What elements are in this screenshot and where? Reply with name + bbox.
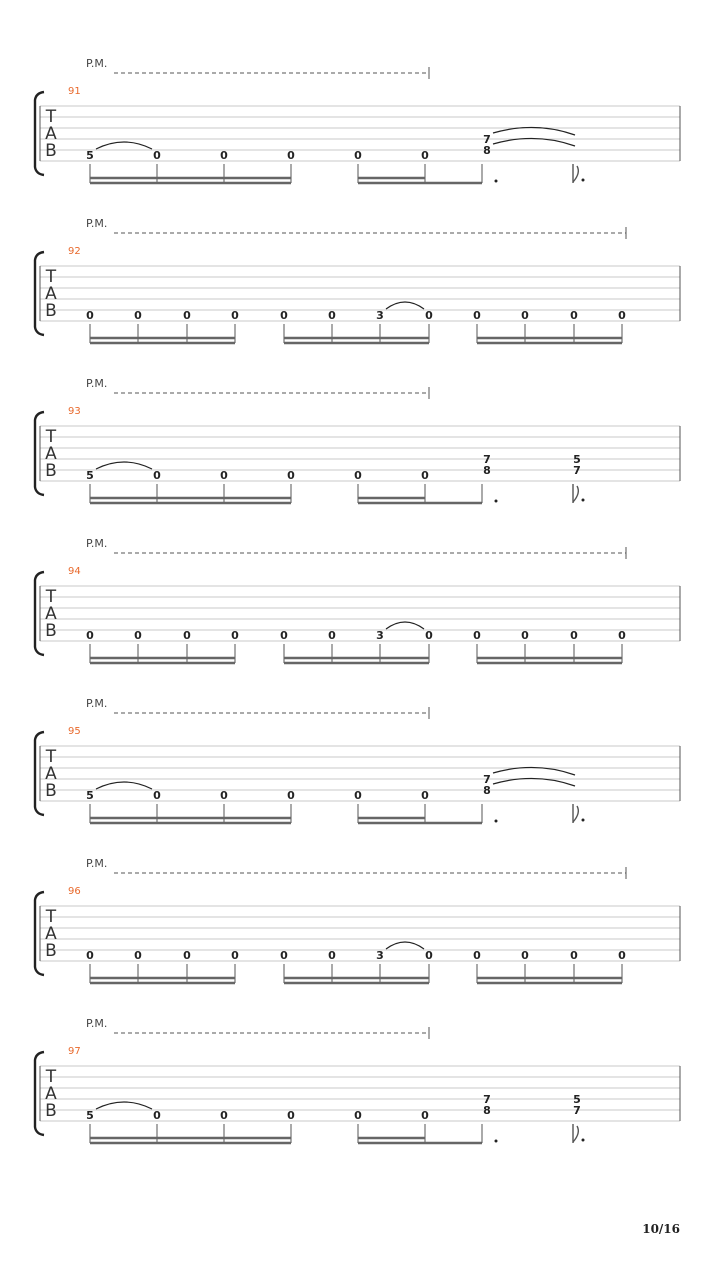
note-flag [573,1126,578,1142]
tab-clef-letter: T [45,747,57,767]
fret-number: 0 [421,789,429,802]
tab-clef-letter: A [45,604,57,624]
fret-number: 0 [153,1109,161,1122]
fret-number: 0 [86,949,94,962]
palm-mute-label: P.M. [86,217,108,230]
tie-arc [96,462,152,469]
fret-number: 3 [376,949,384,962]
fret-number: 0 [231,309,239,322]
fret-number: 5 [86,1109,94,1122]
fret-number: 0 [618,949,626,962]
tab-clef-letter: A [45,764,57,784]
tab-system [35,537,680,663]
chord-fret-bottom: 7 [573,1104,581,1117]
fret-number: 0 [521,309,529,322]
fret-number: 0 [354,789,362,802]
fret-number: 0 [153,789,161,802]
fret-number: 0 [473,949,481,962]
fret-number: 0 [220,149,228,162]
dotted-note-dot [495,820,498,823]
chord-fret-top: 7 [483,453,491,466]
palm-mute-label: P.M. [86,57,108,70]
measure-number: 92 [68,246,81,257]
tie-arc [96,782,152,789]
fret-number: 0 [425,629,433,642]
fret-number: 0 [425,309,433,322]
measure-number: 93 [68,406,81,417]
tab-clef-letter: B [45,781,57,801]
chord-fret-top: 7 [483,1093,491,1106]
fret-number: 0 [153,469,161,482]
fret-number: 0 [354,469,362,482]
fret-number: 5 [86,789,94,802]
fret-number: 0 [570,949,578,962]
palm-mute-label: P.M. [86,857,108,870]
palm-mute-label: P.M. [86,1017,108,1030]
fret-number: 0 [220,789,228,802]
tab-clef-letter: B [45,461,57,481]
tab-system [35,697,680,823]
tab-clef-letter: A [45,284,57,304]
measure-number: 95 [68,726,81,737]
dotted-note-dot [582,1139,585,1142]
tab-clef-letter: T [45,907,57,927]
tab-clef-letter: A [45,1084,57,1104]
dotted-note-dot [582,179,585,182]
fret-number: 0 [280,629,288,642]
tab-clef-letter: T [45,267,57,287]
fret-number: 0 [421,469,429,482]
fret-number: 0 [473,309,481,322]
measure-number: 97 [68,1046,81,1057]
fret-number: 0 [328,949,336,962]
fret-number: 0 [134,309,142,322]
chord-tie-arc [493,767,575,775]
tab-clef-letter: T [45,427,57,447]
fret-number: 0 [86,629,94,642]
chord-fret-bottom: 8 [483,464,491,477]
measure-number: 91 [68,86,81,97]
fret-number: 0 [86,309,94,322]
tie-arc [96,1102,152,1109]
tie-arc [386,942,424,949]
fret-number: 0 [618,629,626,642]
tab-clef-letter: B [45,941,57,961]
tab-clef-letter: B [45,1101,57,1121]
tie-arc [386,622,424,629]
fret-number: 0 [287,789,295,802]
fret-number: 0 [425,949,433,962]
tab-clef-letter: T [45,107,57,127]
fret-number: 0 [183,949,191,962]
note-flag [573,486,578,502]
chord-fret-bottom: 8 [483,784,491,797]
dotted-note-dot [582,499,585,502]
measure-number: 96 [68,886,81,897]
fret-number: 0 [521,629,529,642]
fret-number: 3 [376,629,384,642]
palm-mute-label: P.M. [86,537,108,550]
fret-number: 0 [328,309,336,322]
fret-number: 0 [231,629,239,642]
fret-number: 0 [473,629,481,642]
tab-system [35,377,680,503]
chord-fret-top: 5 [573,1093,581,1106]
measure-number: 94 [68,566,81,577]
fret-number: 0 [287,469,295,482]
fret-number: 0 [287,149,295,162]
palm-mute-label: P.M. [86,377,108,390]
fret-number: 0 [421,1109,429,1122]
chord-fret-top: 7 [483,133,491,146]
fret-number: 0 [231,949,239,962]
tab-clef-letter: B [45,301,57,321]
fret-number: 0 [134,629,142,642]
tab-system [35,1017,680,1143]
chord-tie-arc [493,138,575,146]
fret-number: 0 [183,309,191,322]
tab-clef-letter: A [45,444,57,464]
fret-number: 0 [280,949,288,962]
chord-fret-top: 5 [573,453,581,466]
chord-fret-bottom: 8 [483,144,491,157]
chord-fret-bottom: 8 [483,1104,491,1117]
dotted-note-dot [495,500,498,503]
fret-number: 0 [220,469,228,482]
tab-clef-letter: B [45,621,57,641]
fret-number: 5 [86,149,94,162]
fret-number: 0 [354,1109,362,1122]
fret-number: 0 [421,149,429,162]
tab-system [35,57,680,183]
fret-number: 0 [521,949,529,962]
tab-clef-letter: A [45,924,57,944]
tab-system [35,857,680,983]
tie-arc [386,302,424,309]
fret-number: 0 [134,949,142,962]
tab-clef-letter: T [45,587,57,607]
fret-number: 0 [328,629,336,642]
fret-number: 0 [287,1109,295,1122]
tab-system [35,217,680,343]
dotted-note-dot [495,180,498,183]
fret-number: 0 [280,309,288,322]
note-flag [573,806,578,822]
chord-fret-top: 7 [483,773,491,786]
chord-tie-arc [493,778,575,786]
note-flag [573,166,578,182]
tie-arc [96,142,152,149]
chord-tie-arc [493,127,575,135]
fret-number: 0 [618,309,626,322]
tab-clef-letter: A [45,124,57,144]
fret-number: 0 [153,149,161,162]
dotted-note-dot [495,1140,498,1143]
tab-clef-letter: T [45,1067,57,1087]
fret-number: 3 [376,309,384,322]
palm-mute-label: P.M. [86,697,108,710]
page-number: 10/16 [642,1222,680,1236]
fret-number: 0 [570,629,578,642]
fret-number: 0 [183,629,191,642]
chord-fret-bottom: 7 [573,464,581,477]
tab-clef-letter: B [45,141,57,161]
fret-number: 5 [86,469,94,482]
dotted-note-dot [582,819,585,822]
fret-number: 0 [354,149,362,162]
fret-number: 0 [220,1109,228,1122]
fret-number: 0 [570,309,578,322]
